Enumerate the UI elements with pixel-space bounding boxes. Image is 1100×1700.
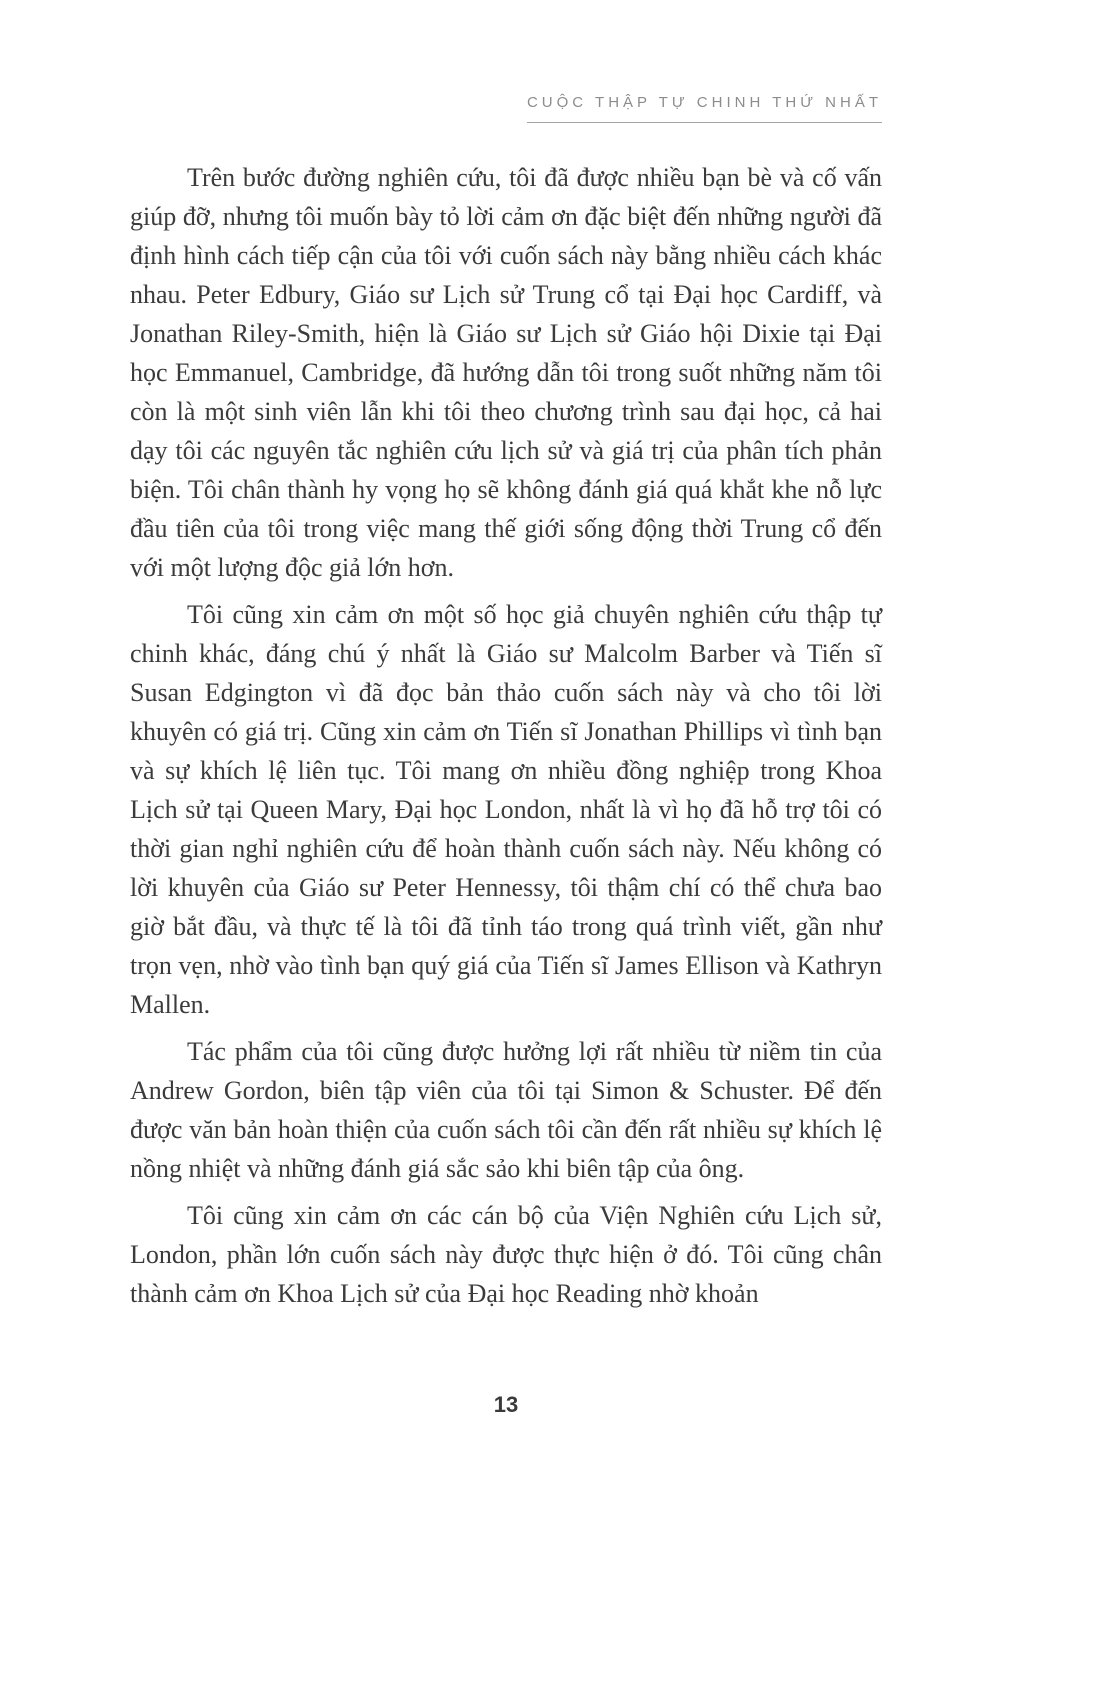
paragraph-acknowledgments-3: Tác phẩm của tôi cũng được hưởng lợi rất nhiều từ niềm tin của Andrew Gordon, biên tập viên của tôi tại Simon & Schuster. Để đến được văn bản hoàn thiện của cuốn sách tôi cần đến rất nhiều sự khích lệ nồng nhiệt và những đánh giá sắc sảo khi biên tập của ông. xyxy=(130,1037,882,1183)
running-header-title: CUỘC THẬP TỰ CHINH THỨ NHẤT xyxy=(527,94,882,123)
page-number: 13 xyxy=(493,1392,519,1417)
paragraph-acknowledgments-1: Trên bước đường nghiên cứu, tôi đã được nhiều bạn bè và cố vấn giúp đỡ, nhưng tôi muốn bày tỏ lời cảm ơn đặc biệt đến những người đã định hình cách tiếp cận của tôi với cuốn sách này bằng nhiều cách khác nhau. Peter Edbury, Giáo sư Lịch sử Trung cổ tại Đại học Cardiff, và Jonathan Riley-Smith, hiện là Giáo sư Lịch sử Giáo hội Dixie tại Đại học Emmanuel, Cambridge, đã hướng dẫn tôi trong suốt những năm tôi còn là một sinh viên lẫn khi tôi theo chương trình sau đại học, cả hai dạy tôi các nguyên tắc nghiên cứu lịch sử và giá trị của phân tích phản biện. Tôi chân thành hy vọng họ sẽ không đánh giá quá khắt khe nỗ lực đầu tiên của tôi trong việc mang thế giới sống động thời Trung cổ đến với một lượng độc giả lớn hơn. xyxy=(130,163,882,582)
paragraph-acknowledgments-2: Tôi cũng xin cảm ơn một số học giả chuyên nghiên cứu thập tự chinh khác, đáng chú ý nhất là Giáo sư Malcolm Barber và Tiến sĩ Susan Edgington vì đã đọc bản thảo cuốn sách này và cho tôi lời khuyên có giá trị. Cũng xin cảm ơn Tiến sĩ Jonathan Phillips vì tình bạn và sự khích lệ liên tục. Tôi mang ơn nhiều đồng nghiệp trong Khoa Lịch sử tại Queen Mary, Đại học London, nhất là vì họ đã hỗ trợ tôi có thời gian nghỉ nghiên cứu để hoàn thành cuốn sách này. Nếu không có lời khuyên của Giáo sư Peter Hennessy, tôi thậm chí có thể chưa bao giờ bắt đầu, và thực tế là tôi đã tỉnh táo trong quá trình viết, gần như trọn vẹn, nhờ vào tình bạn quý giá của Tiến sĩ James Ellison và Kathryn Mallen. xyxy=(130,600,882,1019)
running-header xyxy=(527,94,882,123)
page-body xyxy=(130,158,882,1321)
paragraph-acknowledgments-4: Tôi cũng xin cảm ơn các cán bộ của Viện Nghiên cứu Lịch sử, London, phần lớn cuốn sách này được thực hiện ở đó. Tôi cũng chân thành cảm ơn Khoa Lịch sử của Đại học Reading nhờ khoản xyxy=(130,1201,882,1308)
